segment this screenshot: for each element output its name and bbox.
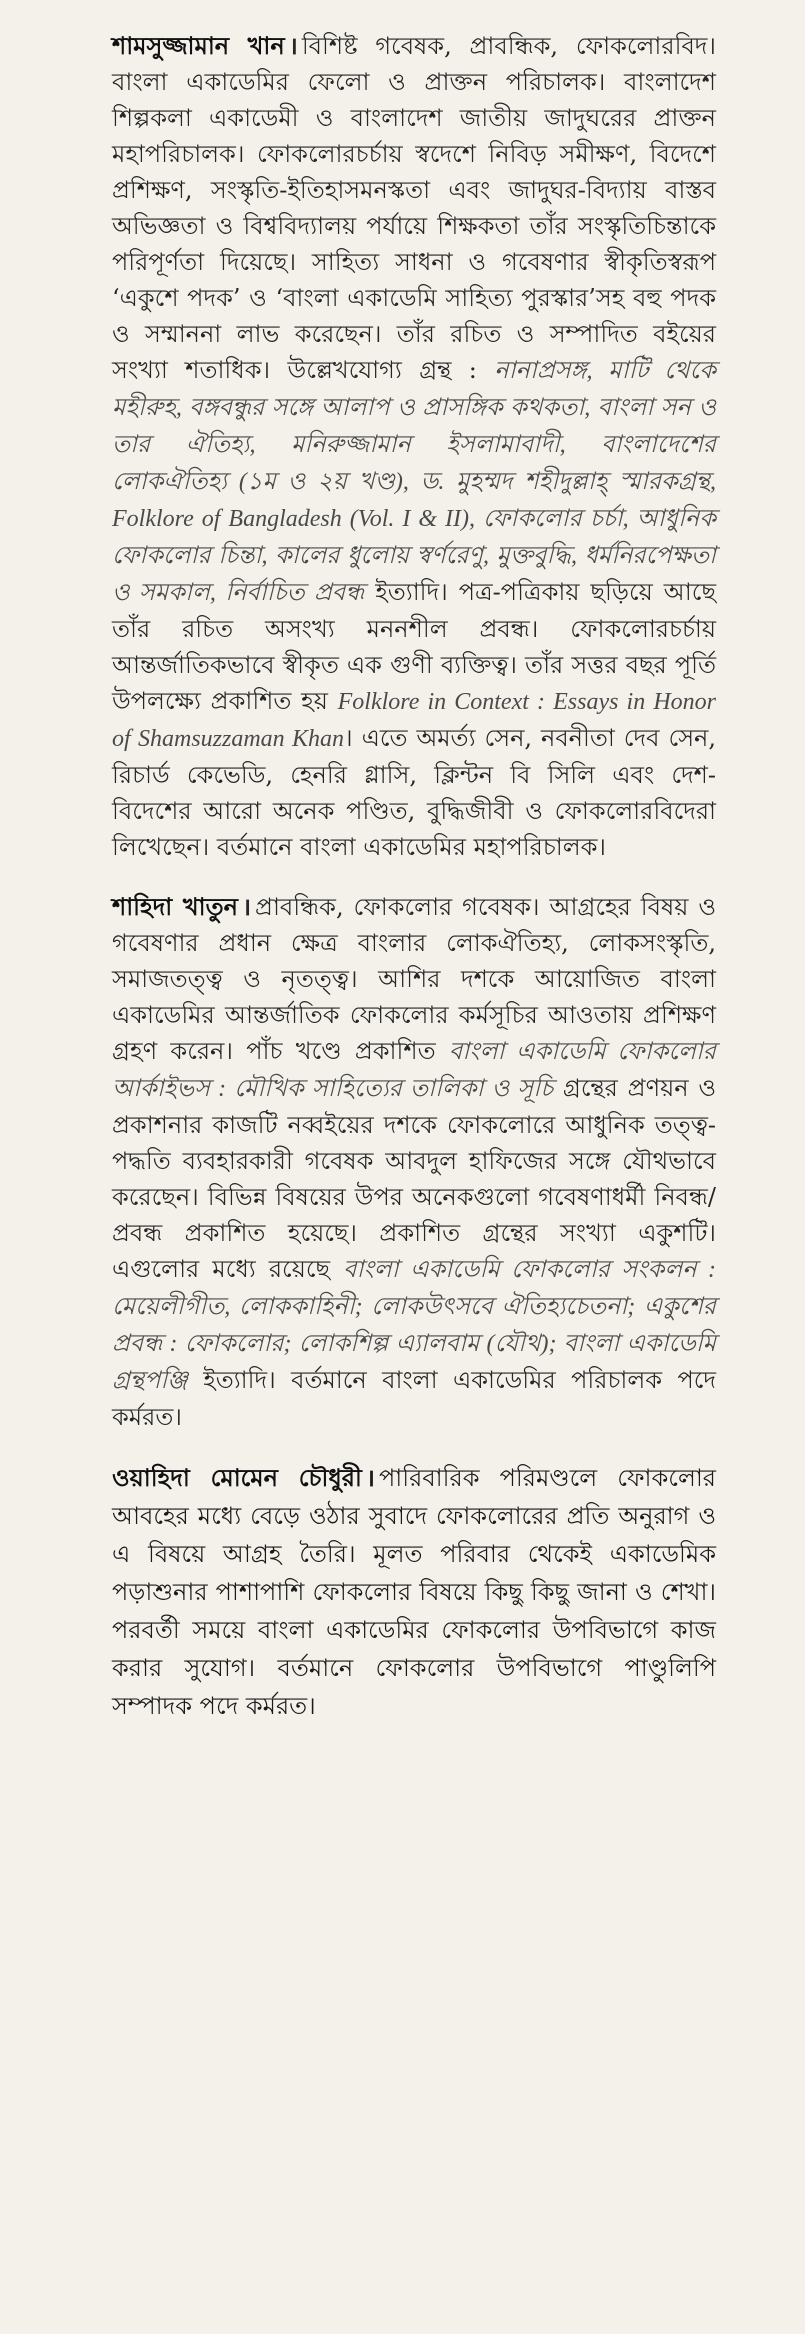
- contributor-bios-column: [112, 28, 716, 1749]
- bio-separator: ।: [365, 1464, 375, 1492]
- bio-shamsuzzaman-khan: [112, 28, 716, 865]
- bio-name: শামসুজ্জামান খান: [112, 31, 285, 60]
- bio-text: ইত্যাদি। বর্তমানে বাংলা একাডেমির পরিচালক পদে কর্মরত।: [112, 1366, 716, 1431]
- bio-text: প্রাবন্ধিক, ফোকলোর গবেষক। আগ্রহের বিষয় ও গবেষণার প্রধান ক্ষেত্র বাংলার লোকঐতিহ্য, লোকসংস্কৃতি, সমাজতত্ত্ব ও নৃতত্ত্ব। আশির দশকে আয়োজিত বাংলা একাডেমির আন্তর্জাতিক ফোকলোর কর্মসূচির আওতায় প্রশিক্ষণ গ্রহণ করেন। পাঁচ খণ্ডে প্রকাশিত: [112, 893, 717, 1065]
- bio-text: গ্রন্থের প্রণয়ন ও প্রকাশনার কাজটি নব্বইয়ের দশকে ফোকলোরে আধুনিক তত্ত্ব-পদ্ধতি ব্যবহারকারী গবেষক আবদুল হাফিজের সঙ্গে যৌথভাবে করেছেন। বিভিন্ন বিষয়ের উপর অনেকগুলো গবেষণাধর্মী নিবন্ধ/প্রবন্ধ প্রকাশিত হয়েছে। প্রকাশিত গ্রন্থের সংখ্যা একুশটি। এগুলোর মধ্যে রয়েছে: [112, 1074, 716, 1283]
- bio-name: শাহিদা খাতুন: [112, 892, 238, 921]
- bio-archive-title: বাংলা একাডেমি ফোকলোর আর্কাইভস : মৌখিক সাহিত্যের তালিকা ও সূচি: [112, 1039, 717, 1102]
- bio-separator: ।: [288, 31, 298, 60]
- bio-separator: ।: [241, 892, 252, 921]
- bio-text: বিশিষ্ট গবেষক, প্রাবন্ধিক, ফোকলোরবিদ। বাংলা একাডেমির ফেলো ও প্রাক্তন পরিচালক। বাংলাদেশ শিল্পকলা একাডেমী ও বাংলাদেশ জাতীয় জাদুঘরের প্রাক্তন মহাপরিচালক। ফোকলোরচর্চায় স্বদেশে নিবিড় সমীক্ষণ, বিদেশে প্রশিক্ষণ, সংস্কৃতি-ইতিহাসমনস্কতা এবং জাদুঘর-বিদ্যায় বাস্তব অভিজ্ঞতা ও বিশ্ববিদ্যালয় পর্যায়ে শিক্ষকতা তাঁর সংস্কৃতিচিন্তাকে পরিপূর্ণতা দিয়েছে। সাহিত্য সাধনা ও গবেষণার স্বীকৃতিস্বরূপ ‘একুশে পদক’ ও ‘বাংলা একাডেমি সাহিত্য পুরস্কার’সহ বহু পদক ও সম্মাননা লাভ করেছেন। তাঁর রচিত ও সম্পাদিত বইয়ের সংখ্যা শতাধিক। উল্লেখযোগ্য গ্রন্থ :: [112, 32, 717, 384]
- bio-text: ইত্যাদি। পত্র-পত্রিকায় ছড়িয়ে আছে তাঁর রচিত অসংখ্য মননশীল প্রবন্ধ। ফোকলোরচর্চায় আন্তর্জাতিকভাবে স্বীকৃত এক গুণী ব্যক্তিত্ব। তাঁর সত্তর বছর পূর্তি উপলক্ষ্যে প্রকাশিত হয়: [112, 578, 716, 715]
- bio-name: ওয়াহিদা মোমেন চৌধুরী: [112, 1464, 362, 1492]
- bio-book-titles: বাংলা একাডেমি ফোকলোর সংকলন : মেয়েলীগীত, লোককাহিনী; লোকউৎসবে ঐতিহ্যচেতনা; একুশের প্রবন্ধ : ফোকলোর; লোকশিল্প এ্যালবাম (যৌথ); বাংলা একাডেমি গ্রন্থপঞ্জি: [112, 1257, 717, 1394]
- bio-book-titles: নানাপ্রসঙ্গ, মাটি থেকে মহীরুহ, বঙ্গবন্ধুর সঙ্গে আলাপ ও প্রাসঙ্গিক কথকতা, বাংলা সন ও তার ঐতিহ্য, মনিরুজ্জামান ইসলামাবাদী, বাংলাদেশের লোকঐতিহ্য (১ম ও ২য় খণ্ড), ড. মুহম্মদ শহীদুল্লাহ্ স্মারকগ্রন্থ, Folklore of Bangladesh (Vol. I & II), ফোকলোর চর্চা, আধুনিক ফোকলোর চিন্তা, কালের ধুলোয় স্বর্ণরেণু, মুক্তবুদ্ধি, ধর্মনিরপেক্ষতা ও সমকাল, নির্বাচিত প্রবন্ধ: [112, 358, 717, 606]
- bio-festschrift-title: Folklore in Context : Essays in Honor of Shamsuzzaman Khan: [112, 689, 717, 752]
- bio-text: । এতে অমর্ত্য সেন, নবনীতা দেব সেন, রিচার্ড কেভেডি, হেনরি গ্লাসি, ক্লিন্টন বি সিলি এবং দেশ-বিদেশের আরো অনেক পণ্ডিত, বুদ্ধিজীবী ও ফোকলোরবিদেরা লিখেছেন। বর্তমানে বাংলা একাডেমির মহাপরিচালক।: [112, 724, 717, 861]
- bio-wahida-momen-chowdhury: [112, 1459, 716, 1725]
- bio-shahida-khatun: [112, 889, 716, 1435]
- bio-text: পারিবারিক পরিমণ্ডলে ফোকলোর আবহের মধ্যে বেড়ে ওঠার সুবাদে ফোকলোরের প্রতি অনুরাগ ও এ বিষয়ে আগ্রহ তৈরি। মূলত পরিবার থেকেই একাডেমিক পড়াশুনার পাশাপাশি ফোকলোর বিষয়ে কিছু কিছু জানা ও শেখা। পরবর্তী সময়ে বাংলা একাডেমির ফোকলোর উপবিভাগে কাজ করার সুযোগ। বর্তমানে ফোকলোর উপবিভাগে পাণ্ডুলিপি সম্পাদক পদে কর্মরত।: [112, 1464, 716, 1720]
